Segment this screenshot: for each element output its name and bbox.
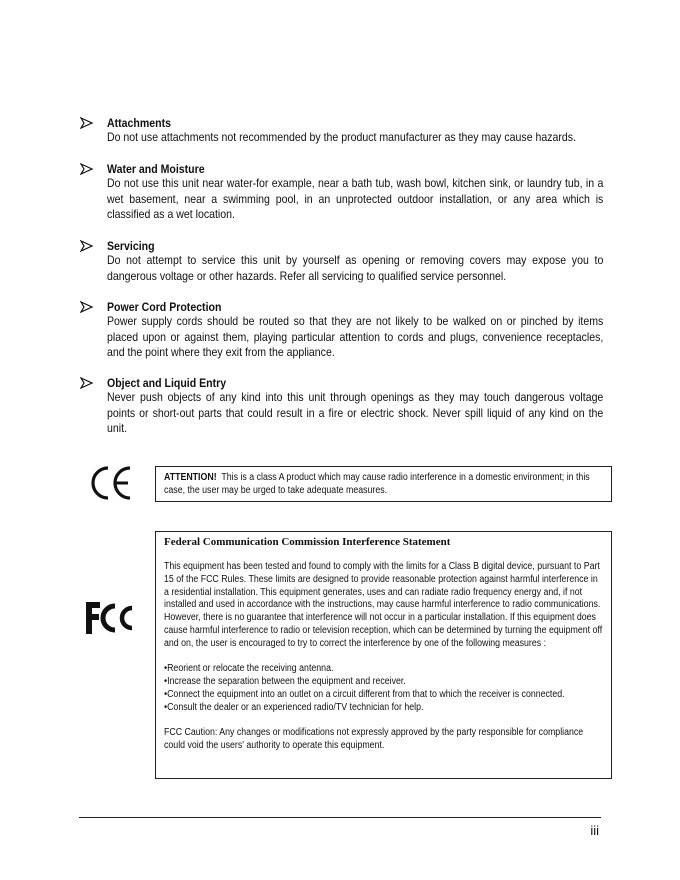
- fcc-measure: •Increase the separation between the equipment and receiver.: [164, 676, 406, 688]
- ce-notice-text: [164, 472, 600, 497]
- fcc-statement-box: [155, 531, 612, 779]
- section-body: Never push objects of any kind into this unit through openings as they may touch dangerous voltage points or short-out parts that could result in a fire or electric shock. Never spill liquid of any kind on the unit.: [107, 390, 604, 435]
- arrow-bullet-icon: [80, 240, 94, 252]
- arrow-bullet-icon: [80, 117, 94, 129]
- arrow-bullet-icon: [80, 163, 94, 175]
- page-number: iii: [590, 823, 599, 838]
- fcc-measure: •Consult the dealer or an experienced radio/TV technician for help.: [164, 701, 424, 713]
- section-title: Water and Moisture: [107, 162, 205, 176]
- arrow-bullet-icon: [80, 301, 94, 313]
- fcc-caution: FCC Caution: Any changes or modifications not expressly approved by the party responsible for compliance could void the users' authority to operate this equipment.: [164, 727, 584, 752]
- fcc-logo-icon: [84, 600, 136, 636]
- ce-notice-box: [155, 466, 612, 502]
- section-body: Do not use this unit near water-for example, near a bath tub, wash bowl, kitchen sink, or laundry tub, in a wet basement, near a swimming pool, in an unprotected outdoor installation, or any area which is classified as a wet location.: [107, 176, 604, 221]
- fcc-measure: •Connect the equipment into an outlet on a circuit different from that to which the receiver is connected.: [164, 688, 565, 700]
- section-body: Do not use attachments not recommended by the product manufacturer as they may cause hazards.: [107, 130, 576, 144]
- section-title: Object and Liquid Entry: [107, 376, 227, 390]
- section-title: Power Cord Protection: [107, 300, 222, 314]
- section-body: Power supply cords should be routed so that they are not likely to be walked on or pinched by items placed upon or against them, playing particular attention to cords and plugs, convenience receptacles, and the point where they exit from the appliance.: [107, 314, 604, 359]
- section-title: Servicing: [107, 239, 155, 253]
- footer-divider: [79, 817, 601, 818]
- fcc-measure: •Reorient or relocate the receiving antenna.: [164, 663, 334, 675]
- arrow-bullet-icon: [80, 377, 94, 389]
- section-title: Attachments: [107, 116, 171, 130]
- fcc-body: [164, 561, 604, 753]
- attention-label: ATTENTION!: [164, 472, 217, 483]
- fcc-title: Federal Communication Commission Interference Statement: [164, 536, 451, 548]
- fcc-paragraph: This equipment has been tested and found to comply with the limits for a Class B digital device, pursuant to Part 15 of the FCC Rules. These limits are designed to provide reasonable protection against harmful interference in a residential installation. This equipment generates, uses and can radiate radio frequency energy and, if not installed and used in accordance with the instructions, may cause harmful interference to radio communications. However, there is no guarantee that interference will not occur in a particular installation. If this equipment does cause harmful interference to radio or television reception, which can be determined by turning the equipment off and on, the user is encouraged to try to correct the interference by one of the following measures :: [164, 561, 603, 649]
- ce-notice-body: This is a class A product which may cause radio interference in a domestic environment; in this case, the user may be urged to take adequate measures.: [164, 472, 590, 496]
- section-body: Do not attempt to service this unit by yourself as opening or removing covers may expose you to dangerous voltage or other hazards. Refer all servicing to qualified service personnel.: [107, 253, 604, 283]
- ce-mark-icon: [90, 465, 134, 501]
